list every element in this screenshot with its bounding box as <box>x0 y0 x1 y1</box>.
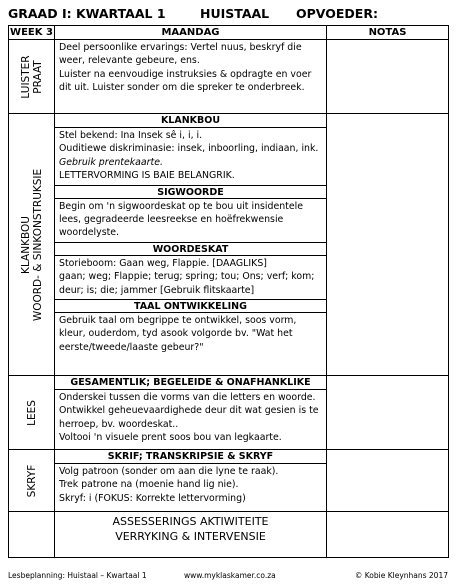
klankbou-row <box>9 114 449 376</box>
educator-label: OPVOEDER: <box>296 6 378 21</box>
table-header-row <box>9 26 449 40</box>
sigwoorde-text: Begin om 'n sigwoordeskat op te bou uit insidentele lees, gegradeerde leesreekse en hoëfrekwensie woordelyste. <box>59 200 303 239</box>
klankbou-side-label: KLANKBOU <box>19 215 32 274</box>
taal-title: TAAL ONTWIKKELING <box>55 299 326 313</box>
klankbou-woord-label <box>9 114 55 376</box>
klankbou-line-2: Ouditiewe diskriminasie: insek, inboorling, indiaan, ink. <box>59 143 319 155</box>
notes-cell-assessment[interactable] <box>327 512 449 558</box>
lees-row <box>9 376 449 450</box>
sigwoorde-title: SIGWOORDE <box>55 185 326 199</box>
skryf-line-2: Trek patrone na (moenie hand lig nie). <box>59 479 239 491</box>
skryf-content <box>55 450 327 512</box>
woord-sinkonstruksie-label: WOORD- & SINKONSTRUKSIE <box>31 168 44 321</box>
woordeskat-line-2: gaan; weg; Flappie; terug; spring; tou; Ons; verf; kom; deur; is; die; jammer [Gebruik flitskaarte] <box>59 271 315 296</box>
grade-term-title: GRAAD I: KWARTAAL 1 <box>8 6 166 21</box>
luister-praat-content <box>55 40 327 114</box>
lees-content <box>55 376 327 450</box>
skryf-row <box>9 450 449 512</box>
assessment-content <box>55 512 327 558</box>
luister-line-1: Deel persoonlike ervarings: Vertel nuus, beskryf die weer, relevante gebeure, ens. <box>59 42 302 67</box>
lees-line-1: Onderskei tussen die vorms van die letters en woorde. Ontwikkel geheuevaardighede deur dit wat gesien is te herroep, bv. woordeskat.. <box>59 392 319 430</box>
skryf-label-cell <box>9 450 55 512</box>
skryf-label: SKRYF <box>25 464 38 497</box>
day-header: MAANDAG <box>55 26 327 40</box>
lees-line-2: Voltooi 'n visuele prent soos bou van legkaarte. <box>59 432 282 444</box>
woordeskat-line-1: Storieboom: Gaan weg, Flappie. [DAAGLIKS] <box>59 257 267 269</box>
skryf-line-3: Skryf: i (FOKUS: Korrekte lettervorming) <box>59 492 246 504</box>
skryf-line-1: Volg patroon (sonder om aan die lyne te raak). <box>59 466 279 477</box>
page-header <box>8 6 448 22</box>
footer-website: www.myklaskamer.co.za <box>184 571 276 580</box>
skryf-title: SKRIF; TRANSKRIPSIE & SKRYF <box>55 450 326 464</box>
taal-text: Gebruik taal om begrippe te ontwikkel, soos vorm, kleur, ouderdom, tyd asook volgorde bv. "Wat het eerste/tweede/laaste gebeur?" <box>59 315 297 353</box>
notes-header: NOTAS <box>327 26 449 40</box>
lees-label: LEES <box>25 399 38 426</box>
notes-cell-luister[interactable] <box>327 40 449 114</box>
week-header: WEEK 3 <box>10 27 53 38</box>
footer-left: Lesbeplanning: Huistaal – Kwartaal 1 <box>8 571 147 580</box>
luister-praat-label <box>9 40 55 114</box>
lees-title: GESAMENTLIK; BEGELEIDE & ONAFHANKLIKE <box>55 376 326 390</box>
luister-line-2: Luister na eenvoudige instruksies & opdragte en voer dit uit. Luister sonder om die spreker te onderbreek. <box>59 68 312 94</box>
notes-cell-skryf[interactable] <box>327 450 449 512</box>
lees-label-cell <box>9 376 55 450</box>
assessment-line-2: VERRYKING & INTERVENSIE <box>115 530 266 543</box>
subject-title: HUISTAAL <box>200 6 270 21</box>
klankbou-title: KLANKBOU <box>55 114 326 128</box>
assessment-row <box>9 512 449 558</box>
assessment-side-cell <box>9 512 55 558</box>
klankbou-content <box>55 114 327 376</box>
page-footer <box>8 571 448 583</box>
assessment-line-1: ASSESSERINGS AKTIWITEITE <box>112 515 269 528</box>
klankbou-line-1: Stel bekend: Ina Insek sê i, i, i. <box>59 130 203 141</box>
klankbou-line-2-italic: Gebruik prentekaarte. <box>59 156 163 168</box>
luister-praat-row <box>9 40 449 114</box>
notes-cell-lees[interactable] <box>327 376 449 450</box>
luister-label: LUISTER <box>19 54 32 99</box>
woordeskat-title: WOORDESKAT <box>55 242 326 256</box>
klankbou-line-3: LETTERVORMING IS BAIE BELANGRIK. <box>59 170 235 182</box>
footer-copyright: © Kobie Kleynhans 2017 <box>354 571 448 580</box>
notes-cell-klankbou[interactable] <box>327 114 449 376</box>
praat-label: PRAAT <box>31 59 44 94</box>
lesson-plan-table <box>8 25 449 558</box>
